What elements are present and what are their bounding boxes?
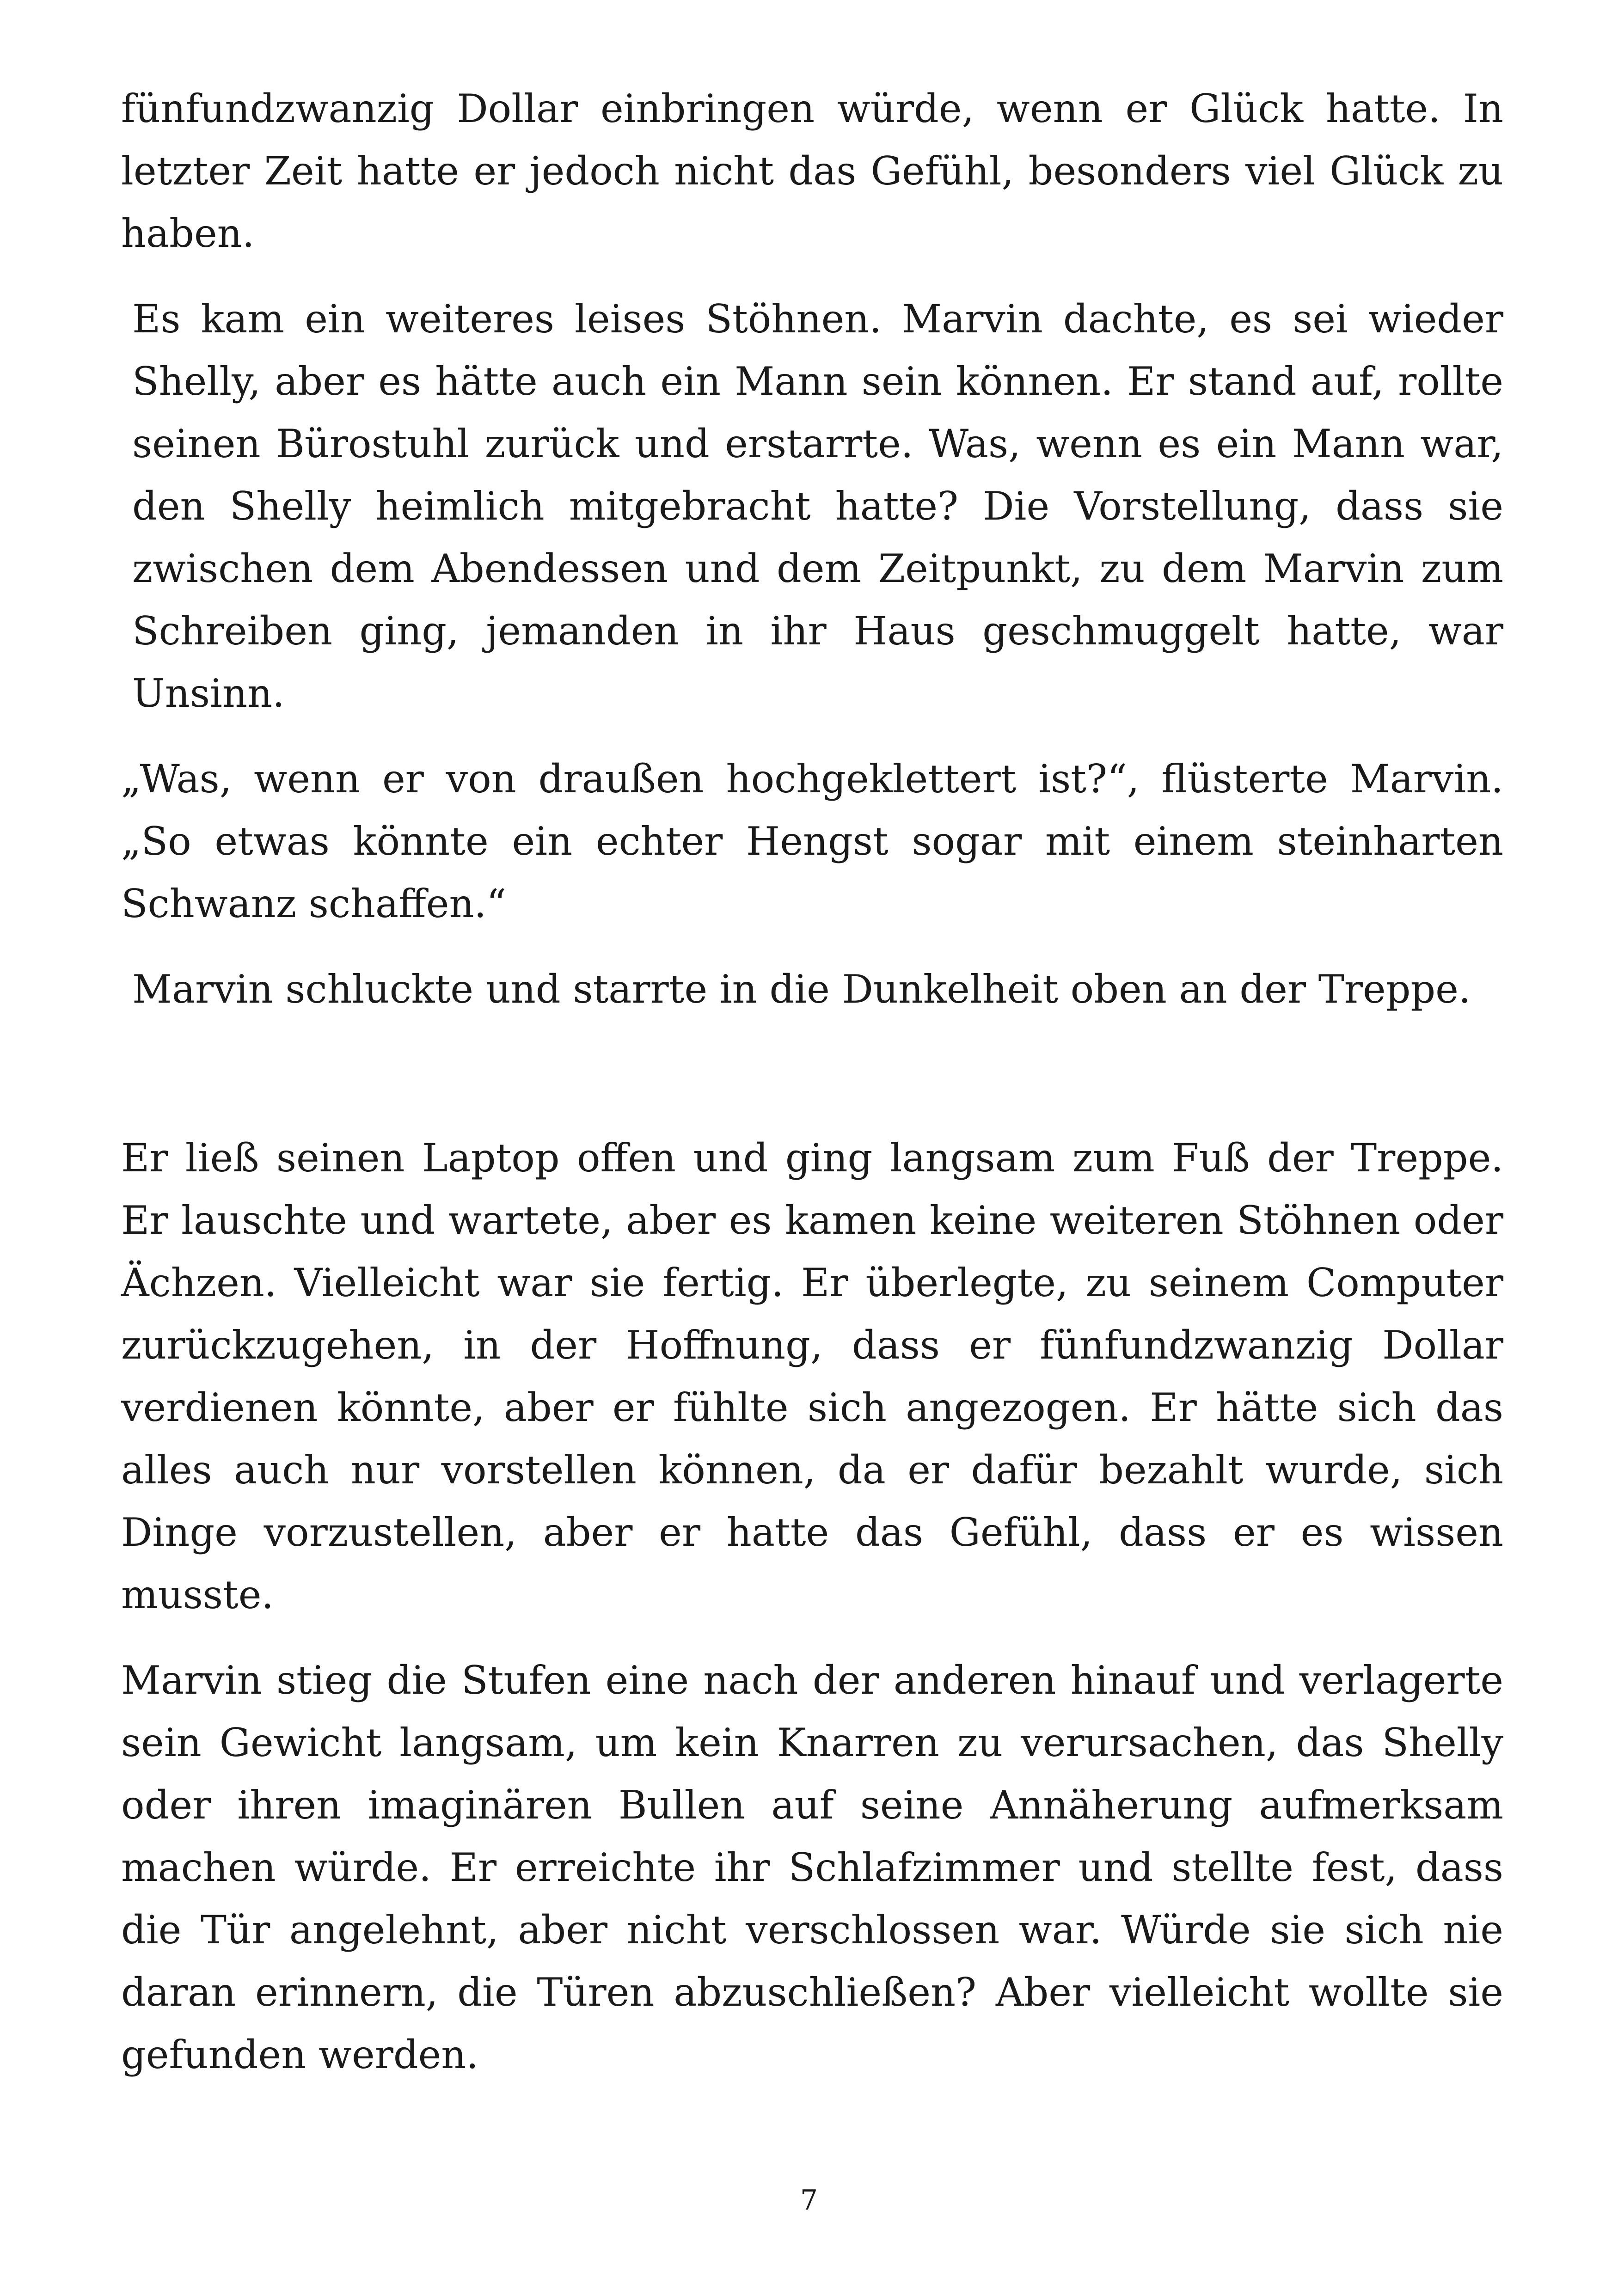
page-number: 7 <box>800 2184 818 2216</box>
paragraph-3: „Was, wenn er von draußen hochgeklettert ist?“, flüsterte Marvin. „So etwas könnte ein echter Hengst sogar mit einem steinharten Schwanz schaffen.“ <box>121 756 1503 926</box>
body-text <box>121 78 1503 2086</box>
paragraph-2: Es kam ein weiteres leises Stöhnen. Marvin dachte, es sei wieder Shelly, aber es hätte auch ein Mann sein können. Er stand auf, rollte seinen Bürostuhl zurück und erstarrte. Was, wenn es ein Mann war, den Shelly heimlich mitgebracht hatte? Die Vorstellung, dass sie zwischen dem Abendessen und dem Zeitpunkt, zu dem Marvin zum Schreiben ging, jemanden in ihr Haus geschmuggelt hatte, war Unsinn. <box>132 296 1503 716</box>
paragraph-1: fünfundzwanzig Dollar einbringen würde, wenn er Glück hatte. In letzter Zeit hatte er jedoch nicht das Gefühl, besonders viel Glück zu haben. <box>121 86 1503 256</box>
paragraph-4: Marvin schluckte und starrte in die Dunkelheit oben an der Treppe. <box>132 967 1471 1012</box>
paragraph-6: Marvin stieg die Stufen eine nach der anderen hinauf und verlagerte sein Gewicht langsam, um kein Knarren zu verursachen, das Shelly oder ihren imaginären Bullen auf seine Annäherung aufmerksam machen würde. Er erreichte ihr Schlafzimmer und stellte fest, dass die Tür angelehnt, aber nicht verschlossen war. Würde sie sich nie daran erinnern, die Türen abzuschließen? Aber vielleicht wollte sie gefunden werden. <box>121 1658 1503 2077</box>
paragraph-5: Er ließ seinen Laptop offen und ging langsam zum Fuß der Treppe. Er lauschte und wartete, aber es kamen keine weiteren Stöhnen oder Ächzen. Vielleicht war sie fertig. Er überlegte, zu seinem Computer zurückzugehen, in der Hoffnung, dass er fünfundzwanzig Dollar verdienen könnte, aber er fühlte sich angezogen. Er hätte sich das alles auch nur vorstellen können, da er dafür bezahlt wurde, sich Dinge vorzustellen, aber er hatte das Gefühl, dass er es wissen musste. <box>121 1135 1503 1617</box>
